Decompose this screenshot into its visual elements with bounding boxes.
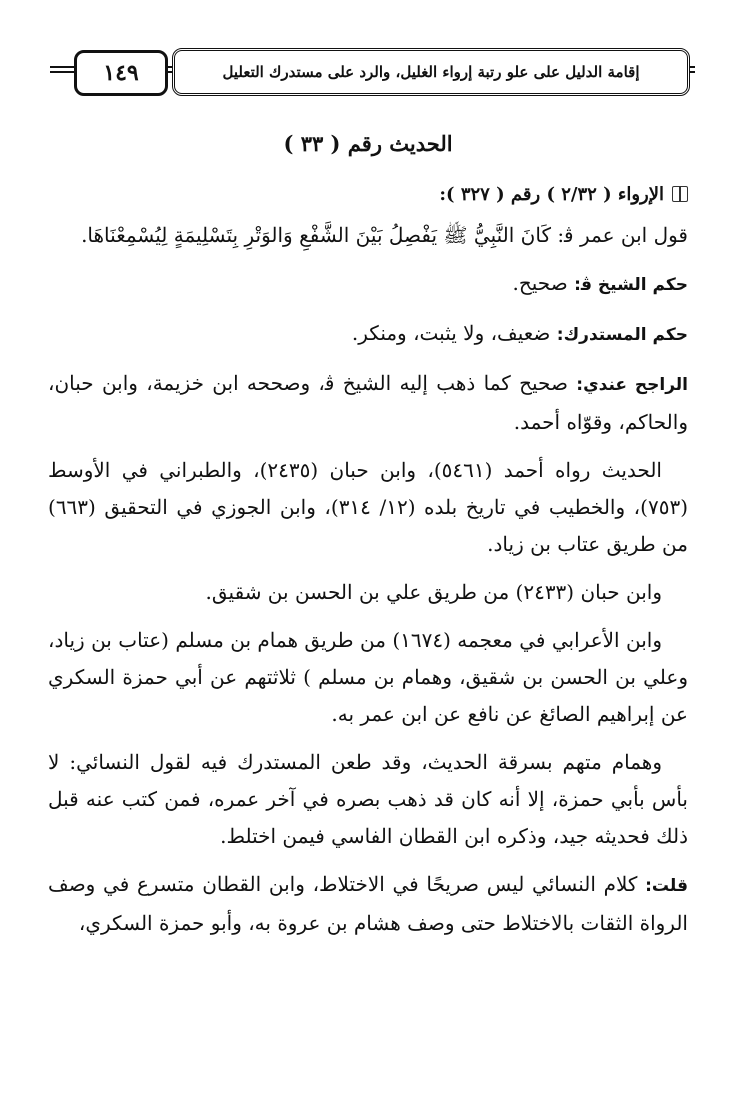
preferred-ruling-label: الراجح عندي: bbox=[576, 375, 689, 395]
page-content bbox=[48, 125, 688, 953]
mustadrak-ruling-value: ضعيف، ولا يثبت، ومنكر. bbox=[351, 321, 551, 345]
book-title: إقامة الدليل على علو رتبة إرواء الغليل، والرد على مستدرك التعليل bbox=[172, 48, 690, 96]
mustadrak-ruling-label: حكم المستدرك: bbox=[556, 325, 688, 345]
irwa-reference bbox=[48, 176, 688, 213]
author-note bbox=[48, 866, 688, 942]
sheikh-ruling bbox=[48, 265, 688, 304]
paragraph: وهمام متهم بسرقة الحديث، وقد طعن المستدرك فيه لقول النسائي: لا بأس بأبي حمزة، إلا أنه كان قد ذهب بصره في آخر عمره، فمن كتب عنه قبل ذلك فحديثه جيد، وذكره ابن القطان الفاسي فيمن اختلط. bbox=[48, 750, 688, 848]
hadith-text: قول ابن عمر ﭬ: كَانَ النَّبِيُّ ﷺ يَفْصِلُ بَيْنَ الشَّفْعِ وَالوَتْرِ بِتَسْلِيمَةٍ لِيُسْمِعْنَاهَا. bbox=[81, 223, 688, 247]
paragraph: وابن حبان (٢٤٣٣) من طريق علي بن الحسن بن شقيق. bbox=[205, 580, 662, 604]
paragraph: الحديث رواه أحمد (٥٤٦١)، وابن حبان (٢٤٣٥)، والطبراني في الأوسط (٧٥٣)، والخطيب في تاريخ بلده (١٢/ ٣١٤)، وابن الجوزي في التحقيق (٦٦٣) من طريق عتاب بن زياد. bbox=[48, 458, 688, 556]
sheikh-ruling-label: حكم الشيخ ﭬ: bbox=[574, 275, 688, 295]
author-note-value: كلام النسائي ليس صريحًا في الاختلاط، وابن القطان متسرع في وصف الرواة الثقات بالاختلاط حتى وصف هشام بن عروة به، وأبو حمزة السكري، bbox=[48, 872, 688, 935]
page-number: ١٤٩ bbox=[74, 50, 168, 96]
sheikh-ruling-value: صحيح. bbox=[512, 271, 568, 295]
book-icon bbox=[672, 186, 688, 202]
page-header bbox=[50, 44, 695, 98]
paragraph: وابن الأعرابي في معجمه (١٦٧٤) من طريق همام بن مسلم (عتاب بن زياد، وعلي بن الحسن بن شقيق، وهمام بن مسلم ) ثلاثتهم عن أبي حمزة السكري عن إبراهيم الصائغ عن نافع عن ابن عمر به. bbox=[48, 628, 688, 726]
reference-text: الإرواء ( ٢/٣٢ ) رقم ( ٣٢٧ ): bbox=[439, 184, 664, 205]
preferred-ruling bbox=[48, 365, 688, 441]
hadith-heading: الحديث رقم ( ٣٣ ) bbox=[283, 131, 453, 156]
preferred-ruling-value: صحيح كما ذهب إليه الشيخ ﭬ، وصححه ابن خزيمة، وابن حبان، والحاكم، وقوّاه أحمد. bbox=[48, 371, 688, 434]
mustadrak-ruling bbox=[48, 315, 688, 354]
author-note-label: قلت: bbox=[645, 876, 688, 896]
